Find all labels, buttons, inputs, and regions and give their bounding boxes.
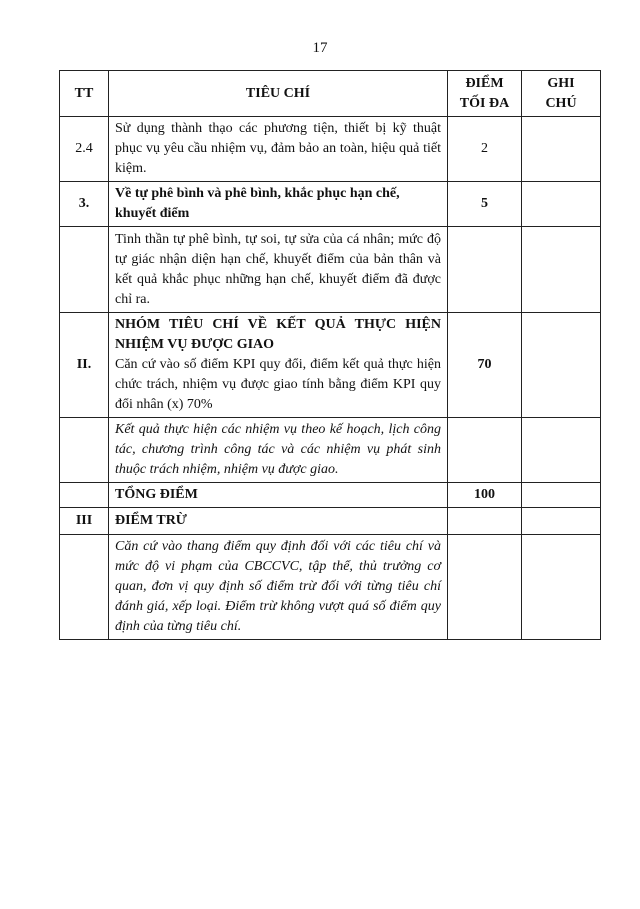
row-score xyxy=(448,418,522,483)
row-criteria: Tinh thần tự phê bình, tự soi, tự sửa của cá nhân; mức độ tự giác nhận diện hạn chế, khuyết điểm của bản thân và kết quả khắc phục những hạn chế, khuyết điểm đã được chỉ ra. xyxy=(109,227,448,313)
row-score xyxy=(448,535,522,640)
row-note xyxy=(522,508,601,535)
header-tt: TT xyxy=(60,71,109,117)
row-criteria xyxy=(109,313,448,418)
row-tt: 2.4 xyxy=(60,117,109,182)
row-note xyxy=(522,227,601,313)
row-criteria: ĐIỂM TRỪ xyxy=(109,508,448,535)
table-row xyxy=(60,227,601,313)
row-score: 2 xyxy=(448,117,522,182)
row-score: 100 xyxy=(448,483,522,508)
row-tt xyxy=(60,535,109,640)
row-criteria: TỔNG ĐIỂM xyxy=(109,483,448,508)
row-note xyxy=(522,182,601,227)
row-score xyxy=(448,508,522,535)
row-tt: II. xyxy=(60,313,109,418)
table-row xyxy=(60,418,601,483)
table-row xyxy=(60,508,601,535)
row-criteria: Căn cứ vào thang điểm quy định đối với các tiêu chí và mức độ vi phạm của CBCCVC, tập thể, thủ trưởng cơ quan, đơn vị quy định số điểm trừ đối với từng tiêu chí đánh giá, xếp loại. Điểm trừ không vượt quá số điểm quy định của từng tiêu chí. xyxy=(109,535,448,640)
criteria-table xyxy=(59,70,601,640)
header-criteria: TIÊU CHÍ xyxy=(109,71,448,117)
row-note xyxy=(522,313,601,418)
row-score: 5 xyxy=(448,182,522,227)
row-criteria: Về tự phê bình và phê bình, khắc phục hạn chế, khuyết điểm xyxy=(109,182,448,227)
row-score xyxy=(448,227,522,313)
row-note xyxy=(522,483,601,508)
row-note xyxy=(522,418,601,483)
table-header-row xyxy=(60,71,601,117)
row-tt: 3. xyxy=(60,182,109,227)
table-row xyxy=(60,535,601,640)
table-row xyxy=(60,182,601,227)
row-tt xyxy=(60,483,109,508)
row-criteria: Sử dụng thành thạo các phương tiện, thiết bị kỹ thuật phục vụ yêu cầu nhiệm vụ, đảm bảo an toàn, hiệu quả tiết kiệm. xyxy=(109,117,448,182)
header-note: GHI CHÚ xyxy=(522,71,601,117)
row-note xyxy=(522,535,601,640)
table-row xyxy=(60,117,601,182)
row-tt xyxy=(60,227,109,313)
page-number: 17 xyxy=(312,40,328,56)
row-tt xyxy=(60,418,109,483)
row-criteria-body: Căn cứ vào số điểm KPI quy đổi, điểm kết quả thực hiện chức trách, nhiệm vụ được giao tính bằng điểm KPI quy đổi nhân (x) 70% xyxy=(115,357,441,412)
row-note xyxy=(522,117,601,182)
row-criteria-title: NHÓM TIÊU CHÍ VỀ KẾT QUẢ THỰC HIỆN NHIỆM VỤ ĐƯỢC GIAO xyxy=(115,317,441,352)
row-tt: III xyxy=(60,508,109,535)
header-max-score: ĐIỂM TỐI ĐA xyxy=(448,71,522,117)
table-row xyxy=(60,313,601,418)
table-row xyxy=(60,483,601,508)
row-criteria: Kết quả thực hiện các nhiệm vụ theo kế hoạch, lịch công tác, chương trình công tác và các nhiệm vụ phát sinh thuộc trách nhiệm, nhiệm vụ được giao. xyxy=(109,418,448,483)
row-score: 70 xyxy=(448,313,522,418)
